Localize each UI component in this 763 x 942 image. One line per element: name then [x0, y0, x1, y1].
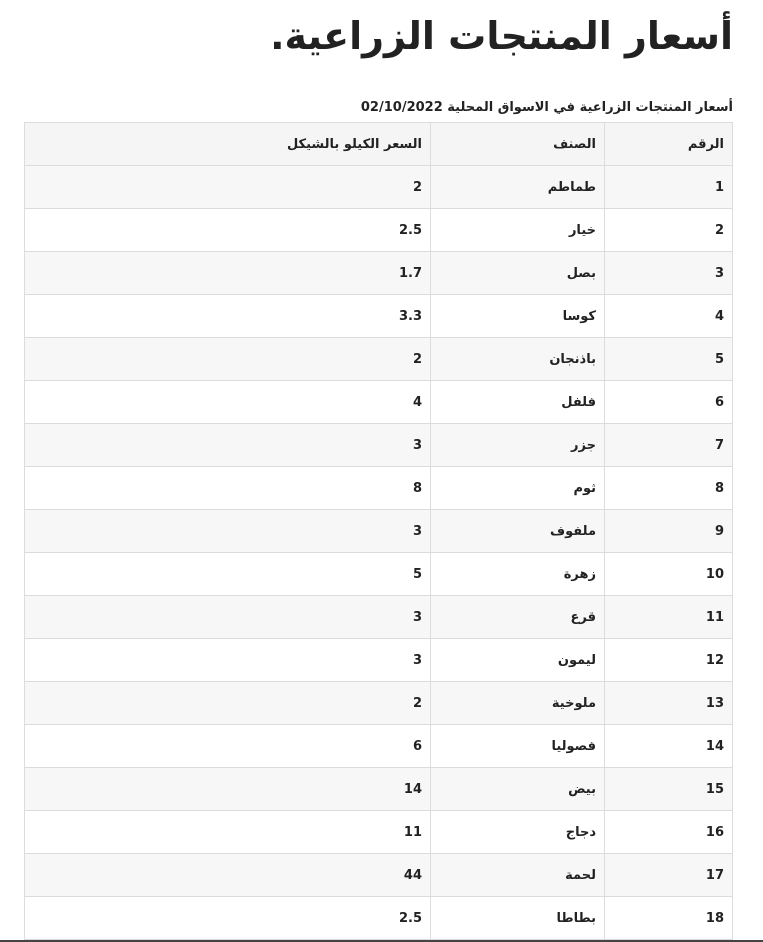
cell-number: 4 [605, 295, 733, 338]
cell-item: ملوخية [431, 682, 605, 725]
cell-number: 7 [605, 424, 733, 467]
page-title: أسعار المنتجات الزراعية. [270, 14, 733, 58]
cell-price: 6 [25, 725, 431, 768]
cell-item: ملفوف [431, 510, 605, 553]
table-row [25, 811, 733, 854]
table-row [25, 467, 733, 510]
cell-price: 4 [25, 381, 431, 424]
cell-price: 2.5 [25, 897, 431, 940]
cell-item: بيض [431, 768, 605, 811]
cell-price: 3.3 [25, 295, 431, 338]
cell-number: 17 [605, 854, 733, 897]
cell-number: 2 [605, 209, 733, 252]
cell-item: باذنجان [431, 338, 605, 381]
prices-table [24, 122, 733, 940]
table-row [25, 424, 733, 467]
cell-item: زهرة [431, 553, 605, 596]
cell-number: 3 [605, 252, 733, 295]
header-number: الرقم [605, 123, 733, 166]
cell-number: 5 [605, 338, 733, 381]
cell-item: بصل [431, 252, 605, 295]
table-row [25, 338, 733, 381]
header-item: الصنف [431, 123, 605, 166]
table-row [25, 768, 733, 811]
table-row [25, 854, 733, 897]
cell-price: 8 [25, 467, 431, 510]
cell-item: فلفل [431, 381, 605, 424]
table-row [25, 725, 733, 768]
cell-number: 10 [605, 553, 733, 596]
cell-price: 3 [25, 424, 431, 467]
cell-item: ليمون [431, 639, 605, 682]
cell-number: 16 [605, 811, 733, 854]
header-row [25, 123, 733, 166]
table-row [25, 209, 733, 252]
cell-price: 2.5 [25, 209, 431, 252]
header-price: السعر الكيلو بالشيكل [25, 123, 431, 166]
cell-item: بطاطا [431, 897, 605, 940]
cell-item: كوسا [431, 295, 605, 338]
cell-price: 5 [25, 553, 431, 596]
cell-price: 2 [25, 338, 431, 381]
cell-number: 11 [605, 596, 733, 639]
cell-item: فصوليا [431, 725, 605, 768]
cell-price: 44 [25, 854, 431, 897]
table-row [25, 596, 733, 639]
table-body [25, 166, 733, 940]
cell-price: 3 [25, 596, 431, 639]
cell-number: 6 [605, 381, 733, 424]
table-header [25, 123, 733, 166]
cell-item: قرع [431, 596, 605, 639]
table-row [25, 381, 733, 424]
cell-item: خيار [431, 209, 605, 252]
cell-price: 3 [25, 510, 431, 553]
cell-item: جزر [431, 424, 605, 467]
cell-price: 2 [25, 682, 431, 725]
cell-number: 9 [605, 510, 733, 553]
table-row [25, 252, 733, 295]
table-row [25, 682, 733, 725]
cell-item: طماطم [431, 166, 605, 209]
table-row [25, 553, 733, 596]
cell-number: 1 [605, 166, 733, 209]
cell-number: 12 [605, 639, 733, 682]
table-row [25, 639, 733, 682]
table-row [25, 166, 733, 209]
table-row [25, 510, 733, 553]
cell-price: 2 [25, 166, 431, 209]
cell-number: 14 [605, 725, 733, 768]
cell-number: 15 [605, 768, 733, 811]
cell-price: 1.7 [25, 252, 431, 295]
cell-item: لحمة [431, 854, 605, 897]
cell-price: 11 [25, 811, 431, 854]
cell-item: ثوم [431, 467, 605, 510]
cell-price: 14 [25, 768, 431, 811]
cell-number: 8 [605, 467, 733, 510]
table-row [25, 897, 733, 940]
table-row [25, 295, 733, 338]
cell-number: 13 [605, 682, 733, 725]
cell-number: 18 [605, 897, 733, 940]
cell-price: 3 [25, 639, 431, 682]
table-caption: أسعار المنتجات الزراعية في الاسواق المحلية 02/10/2022 [360, 100, 733, 115]
cell-item: دجاج [431, 811, 605, 854]
